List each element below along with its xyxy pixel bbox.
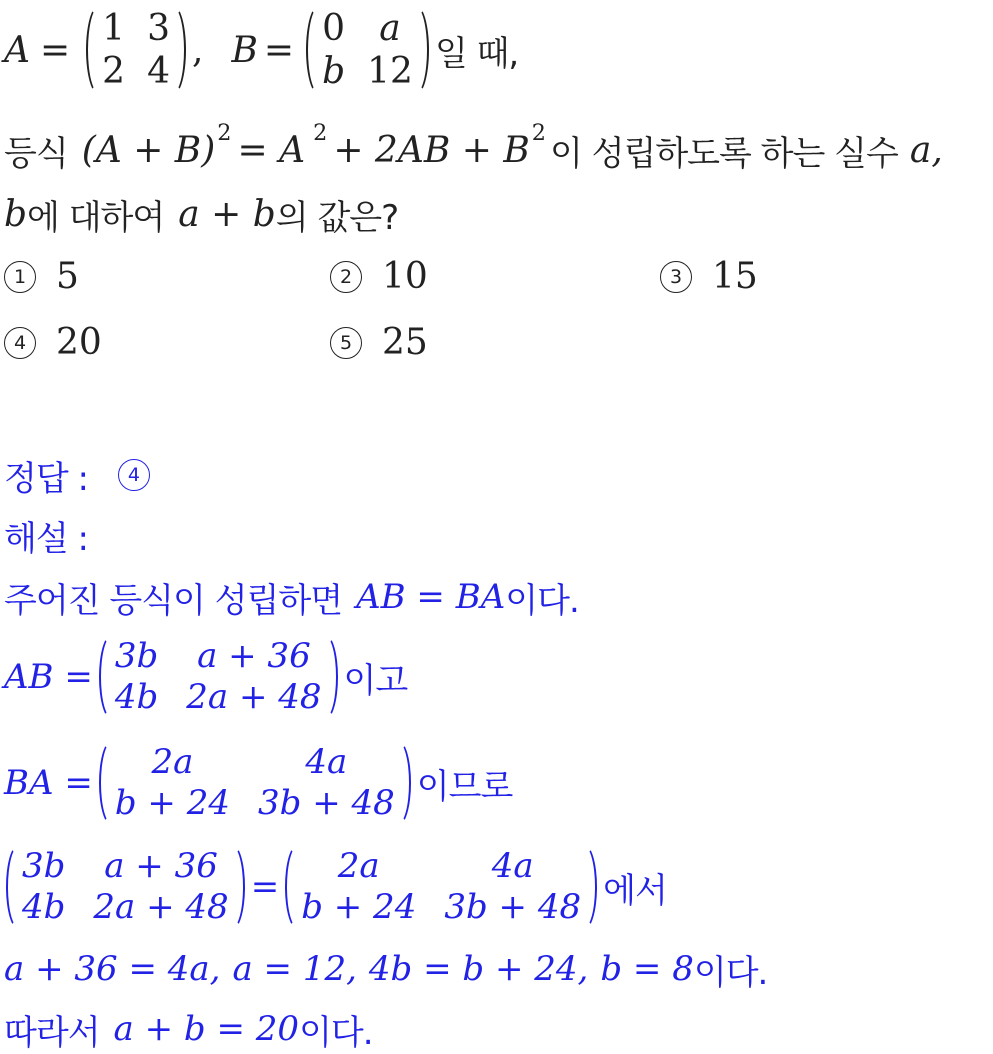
choice-value: 5 [56,256,79,297]
choice-5[interactable] [330,322,428,363]
exponent: 2 [217,120,232,147]
question-text: 등식 [4,133,68,174]
variable: a, [909,129,943,171]
circled-number-icon: 4 [4,327,36,359]
explanation-text: 에서 [603,870,667,911]
formula: 4b = b + 24, [368,949,589,989]
choice-value: 25 [382,322,428,363]
matrix-cell: 4b [114,677,159,717]
question-line-2 [4,120,943,176]
choice-value: 10 [382,256,428,297]
exponent: 2 [531,120,546,147]
matrix-cell: 3b [22,846,66,887]
formula: (A + B) [81,129,216,171]
explanation-ba-line [4,738,512,828]
matrix-ba [97,740,413,826]
choice-1[interactable] [4,256,79,297]
equals-sign: = [250,867,280,907]
matrix-cell: 12 [367,51,413,92]
matrix-cell: 0 [322,7,346,49]
formula: a + b [178,193,276,235]
matrix-cell: 2a [337,846,380,887]
choice-4[interactable] [4,322,102,363]
matrix-cell: 3b + 48 [257,783,395,823]
explanation-line-1 [4,574,579,620]
matrix-cell: a + 36 [104,846,218,887]
matrix-cell: 4 [147,51,170,92]
formula: a + b = 20 [113,1009,300,1049]
matrix-cell: 2a [151,742,194,783]
formula: b = 8 [600,949,694,989]
matrix-cell: b [322,51,346,92]
answer-circled-number-icon: 4 [118,459,150,491]
circled-number-icon: 1 [4,261,36,293]
choice-2[interactable] [330,256,428,297]
explanation-label: 해설 : [4,518,88,559]
equals-sign: = [40,29,71,71]
choice-value: 15 [712,256,758,297]
explanation-text: 이다. [505,580,579,621]
matrix-cell: 3b [114,636,159,677]
formula: AB = [4,657,93,697]
formula: a = 12, [232,949,357,989]
explanation-text: 주어진 등식이 성립하면 [4,580,343,621]
matrix-ab [97,634,340,720]
explanation-matrix-equation [4,842,667,932]
matrix-cell: 4a [305,742,348,783]
explanation-text: 이므로 [416,766,513,807]
answer-label: 정답 : [4,458,88,499]
formula: = A [237,129,306,171]
matrix-cell: a [379,7,401,49]
question-text: 이 성립하도록 하는 실수 [550,133,898,174]
choice-value: 20 [56,322,102,363]
circled-number-icon: 2 [330,261,362,293]
matrix-cell: 4a [491,846,534,887]
explanation-line-6 [4,1006,373,1052]
matrix-cell: 1 [102,7,126,49]
question-text: 의 값은? [275,197,399,238]
exponent: 2 [313,120,328,147]
question-line-1: A = 1 3 2 4 , B = 0 a b 12 일 때, [4,4,518,96]
formula: a + 36 = 4a, [4,949,221,989]
explanation-line-5 [4,946,767,992]
explanation-text: 이고 [343,660,408,701]
matrix-cell: 2 [102,51,126,92]
matrix-cell: 2a + 48 [93,887,229,927]
explanation-label-line [4,512,88,558]
matrix-cell: 3b + 48 [444,887,582,927]
formula: + 2AB + B [333,129,530,171]
choice-3[interactable] [660,256,758,297]
question-text: 에 대하여 [27,197,165,238]
matrix-cell: 3 [147,7,170,49]
variable: b [4,193,28,235]
explanation-ab-line [4,632,407,722]
matrix-b [304,5,431,95]
matrix-ab-repeat [4,844,247,930]
explanation-text: 이다. [299,1012,373,1053]
question-line-3 [4,188,398,240]
matrix-cell: b + 24 [114,783,230,823]
question-suffix: 일 때, [434,33,519,74]
matrix-a-name: A [4,29,30,71]
formula: BA = [4,763,93,803]
matrix-b-name: B [231,29,258,71]
matrix-ba-repeat [283,844,599,930]
explanation-text: 따라서 [4,1012,100,1053]
explanation-text: 이다. [693,952,768,993]
circled-number-icon: 3 [660,261,692,293]
matrix-cell: 4b [22,887,66,927]
matrix-cell: 2a + 48 [186,677,322,717]
formula: AB = BA [356,577,506,617]
answer-line [4,452,170,498]
matrix-cell: b + 24 [301,887,417,927]
matrix-a [84,5,188,95]
circled-number-icon: 5 [330,327,362,359]
matrix-cell: a + 36 [197,636,311,677]
